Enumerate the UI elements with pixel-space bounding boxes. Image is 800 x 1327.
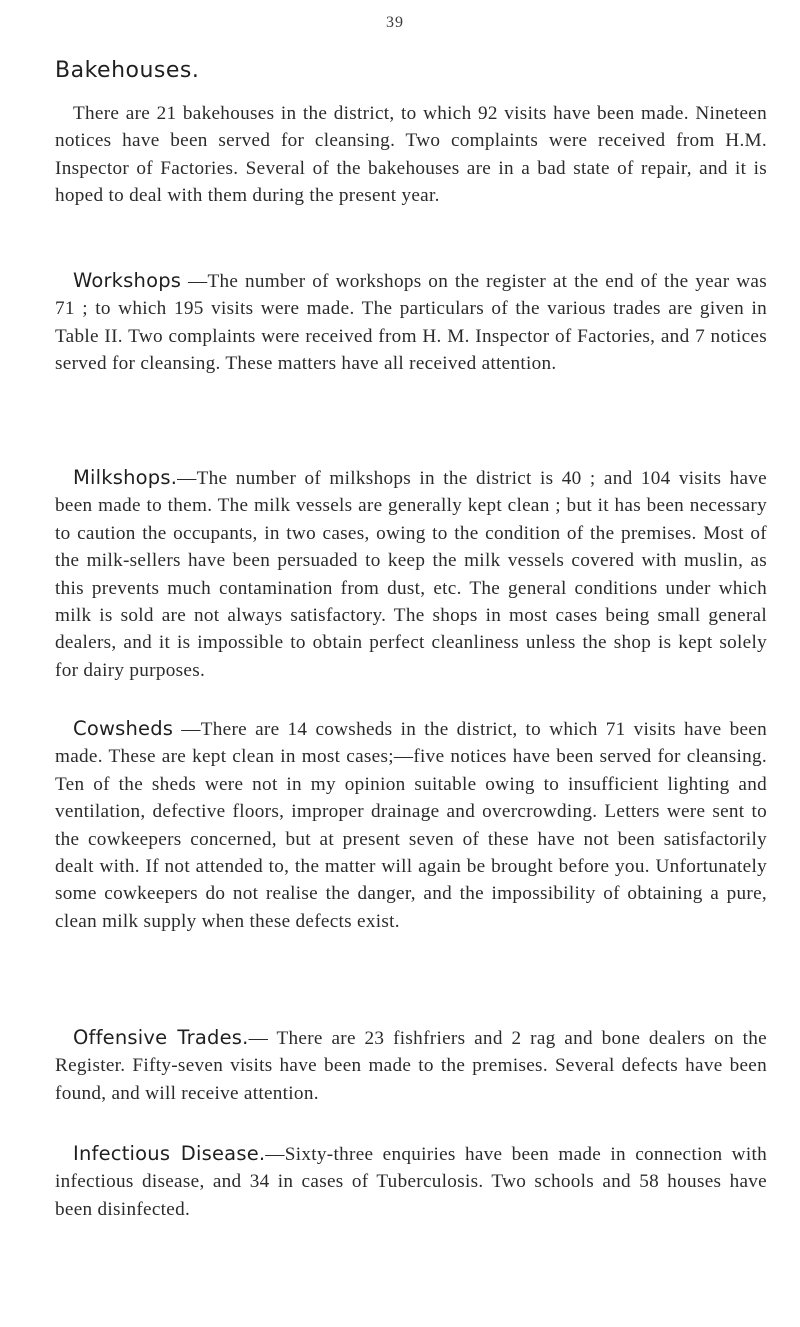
paragraph-workshops	[55, 267, 767, 378]
paragraph-text: —The number of workshops on the register at the end of the year was 71 ; to which 195 visits were made. The particulars of the various trades are given in Table II. Two complaints were received from H. M. Inspector of Factories, and 7 notices served for cleansing. These matters have all received attention.	[55, 271, 767, 375]
paragraph-text: —There are 14 cowsheds in the district, to which 71 visits have been made. These are kept clean in most cases;—five notices have been served for cleansing. Ten of the sheds were not in my opinion suitable owing to insufficient lighting and ventilation, defective floors, improper drainage and overcrowding. Letters were sent to the cowkeepers concerned, but at present seven of these have not been satisfactorily dealt with. If not attended to, the matter will again be brought before you. Unfortunately some cowkeepers do not realise the danger, and the impossibility of obtaining a pure, clean milk supply when these defects exist.	[55, 719, 767, 932]
paragraph-text: — There are 23 fishfriers and 2 rag and bone dealers on the Register. Fifty-seven visits have been made to the premises. Several defects have been found, and will receive attention.	[55, 1028, 767, 1104]
paragraph-text: —The number of milkshops in the district is 40 ; and 104 visits have been made to them. The milk vessels are generally kept clean ; but it has been necessary to caution the occupants, in two cases, owing to the condition of the premises. Most of the milk-sellers have been persuaded to keep the milk vessels covered with muslin, as this prevents much contamination from dust, etc. The general conditions under which milk is sold are not always satisfactory. The shops in most cases being small general dealers, and it is impossible to obtain perfect cleanliness unless the shop is kept solely for dairy purposes.	[55, 468, 767, 681]
paragraph-heading: Milkshops.	[73, 466, 178, 489]
paragraph-heading: Offensive Trades.	[73, 1026, 249, 1049]
paragraph-heading: Cowsheds	[73, 717, 174, 740]
paragraph-milkshops	[55, 464, 767, 684]
paragraph-infectious-disease	[55, 1140, 767, 1223]
section-title-bakehouses: Bakehouses.	[55, 58, 200, 83]
paragraph-offensive-trades	[55, 1024, 767, 1107]
paragraph-bakehouses	[55, 100, 767, 210]
paragraph-heading: Infectious Disease.	[73, 1142, 266, 1165]
paragraph-heading: Workshops	[73, 269, 182, 292]
page-number: 39	[386, 14, 404, 31]
paragraph-text: There are 21 bakehouses in the district, to which 92 visits have been made. Nineteen notices have been served for cleansing. Two complaints were received from H.M. Inspector of Factories. Several of the bakehouses are in a bad state of repair, and it is hoped to deal with them during the present year.	[55, 103, 767, 207]
paragraph-text: —Sixty-three enquiries have been made in connection with infectious disease, and 34 in cases of Tuberculosis. Two schools and 58 houses have been disinfected.	[55, 1144, 767, 1220]
paragraph-cowsheds	[55, 715, 767, 935]
